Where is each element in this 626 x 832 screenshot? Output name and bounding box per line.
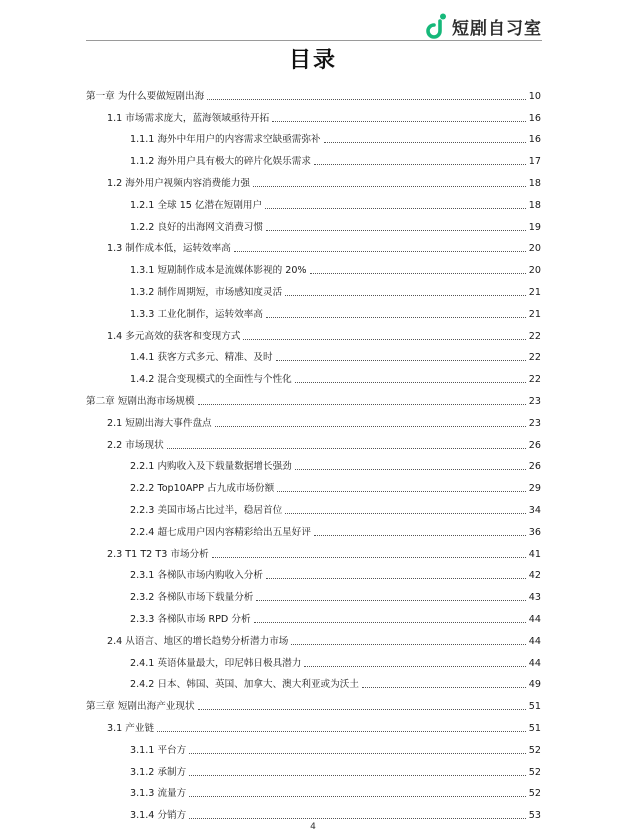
toc-entry-page: 18 (528, 177, 541, 189)
toc-entry-page: 34 (528, 504, 541, 516)
toc-dot-leader (189, 753, 526, 754)
toc-entry-title: 1.1.2 海外用户具有极大的碎片化娱乐需求 (130, 156, 311, 168)
toc-entry-title: 1.2.1 全球 15 亿潜在短剧用户 (130, 199, 263, 211)
toc-entry-title: 2.3 T1 T2 T3 市场分析 (107, 548, 209, 560)
header-divider (86, 40, 542, 41)
toc-dot-leader (266, 578, 526, 579)
toc-chapter-entry[interactable] (86, 82, 541, 104)
toc-dot-leader (198, 709, 526, 710)
toc-entry-title: 1.2 海外用户视频内容消费能力强 (107, 177, 251, 189)
toc-section-entry[interactable] (86, 431, 541, 453)
toc-dot-leader (256, 600, 525, 601)
toc-subsection-entry[interactable] (86, 344, 541, 366)
toc-entry-title: 2.4 从语言、地区的增长趋势分析潜力市场 (107, 635, 289, 647)
toc-dot-leader (157, 731, 526, 732)
toc-dot-leader (310, 273, 526, 274)
toc-entry-title: 1.3.1 短剧制作成本是流媒体影视的 20% (130, 265, 307, 277)
toc-dot-leader (167, 448, 526, 449)
toc-subsection-entry[interactable] (86, 649, 541, 671)
toc-subsection-entry[interactable] (86, 453, 541, 475)
brand-logo-icon (426, 13, 448, 39)
toc-dot-leader (189, 775, 526, 776)
toc-dot-leader (234, 251, 526, 252)
toc-entry-title: 1.4.1 获客方式多元、精准、及时 (130, 352, 273, 364)
toc-dot-leader (266, 230, 526, 231)
toc-entry-page: 22 (528, 330, 541, 342)
brand-logo (426, 13, 542, 39)
toc-entry-page: 44 (528, 657, 541, 669)
toc-entry-page: 44 (528, 635, 541, 647)
toc-subsection-entry[interactable] (86, 671, 541, 693)
toc-entry-title: 2.2.1 内购收入及下载量数据增长强劲 (130, 461, 292, 473)
brand-logo-text: 短剧自习室 (452, 18, 542, 39)
toc-entry-title: 1.4 多元高效的获客和变现方式 (107, 330, 241, 342)
toc-subsection-entry[interactable] (86, 213, 541, 235)
toc-entry-page: 41 (528, 548, 541, 560)
toc-dot-leader (265, 208, 526, 209)
toc-entry-page: 44 (528, 613, 541, 625)
toc-entry-title: 3.1 产业链 (107, 722, 155, 734)
toc-entry-title: 2.3.2 各梯队市场下载量分析 (130, 592, 254, 604)
toc-entry-title: 1.1 市场需求庞大，蓝海领域亟待开拓 (107, 112, 270, 124)
toc-section-entry[interactable] (86, 540, 541, 562)
toc-entry-title: 1.4.2 混合变现模式的全面性与个性化 (130, 374, 292, 386)
toc-subsection-entry[interactable] (86, 496, 541, 518)
toc-entry-page: 26 (528, 439, 541, 451)
toc-dot-leader (277, 491, 526, 492)
toc-entry-title: 3.1.1 平台方 (130, 744, 187, 756)
toc-dot-leader (295, 382, 526, 383)
toc-entry-page: 52 (528, 744, 541, 756)
toc-entry-page: 51 (528, 722, 541, 734)
toc-subsection-entry[interactable] (86, 758, 541, 780)
toc-entry-title: 2.4.2 日本、韩国、英国、加拿大、澳大利亚或为沃土 (130, 679, 359, 691)
toc-entry-title: 2.2.4 超七成用户因内容精彩给出五星好评 (130, 526, 311, 538)
page-number: 4 (310, 822, 316, 832)
toc-subsection-entry[interactable] (86, 256, 541, 278)
toc-section-entry[interactable] (86, 235, 541, 257)
toc-subsection-entry[interactable] (86, 736, 541, 758)
toc-dot-leader (189, 818, 526, 819)
toc-dot-leader (253, 186, 526, 187)
toc-entry-page: 53 (528, 810, 541, 822)
toc-entry-page: 26 (528, 461, 541, 473)
toc-section-entry[interactable] (86, 322, 541, 344)
toc-entry-title: 3.1.2 承制方 (130, 766, 187, 778)
toc-section-entry[interactable] (86, 104, 541, 126)
toc-entry-title: 第三章 短剧出海产业现状 (86, 701, 195, 713)
toc-dot-leader (314, 164, 526, 165)
toc-entry-page: 16 (528, 112, 541, 124)
toc-entry-page: 22 (528, 352, 541, 364)
toc-dot-leader (272, 121, 526, 122)
toc-dot-leader (314, 535, 526, 536)
toc-entry-page: 49 (528, 679, 541, 691)
toc-entry-page: 52 (528, 766, 541, 778)
toc-subsection-entry[interactable] (86, 801, 541, 823)
toc-subsection-entry[interactable] (86, 126, 541, 148)
toc-dot-leader (198, 404, 526, 405)
toc-dot-leader (212, 557, 526, 558)
toc-entry-title: 2.3.1 各梯队市场内购收入分析 (130, 570, 263, 582)
toc-subsection-entry[interactable] (86, 147, 541, 169)
toc-entry-title: 2.4.1 英语体量最大，印尼韩日极具潜力 (130, 657, 302, 669)
toc-section-entry[interactable] (86, 409, 541, 431)
toc-entry-title: 1.3.2 制作周期短，市场感知度灵活 (130, 286, 283, 298)
toc-entry-page: 23 (528, 395, 541, 407)
toc-dot-leader (254, 622, 526, 623)
toc-entry-title: 2.2 市场现状 (107, 439, 164, 451)
toc-dot-leader (276, 360, 526, 361)
toc-entry-title: 2.1 短剧出海大事件盘点 (107, 417, 212, 429)
toc-entry-title: 2.3.3 各梯队市场 RPD 分析 (130, 613, 251, 625)
toc-entry-page: 16 (528, 134, 541, 146)
toc-entry-title: 2.2.3 美国市场占比过半，稳居首位 (130, 504, 283, 516)
toc-section-entry[interactable] (86, 169, 541, 191)
toc-dot-leader (207, 99, 526, 100)
page-title: 目录 (288, 48, 337, 73)
toc-entry-page: 42 (528, 570, 541, 582)
toc-section-entry[interactable] (86, 627, 541, 649)
toc-subsection-entry[interactable] (86, 562, 541, 584)
toc-entry-page: 20 (528, 265, 541, 277)
toc-subsection-entry[interactable] (86, 365, 541, 387)
toc-dot-leader (189, 796, 526, 797)
toc-entry-title: 1.1.1 海外中年用户的内容需求空缺亟需弥补 (130, 134, 321, 146)
toc-subsection-entry[interactable] (86, 278, 541, 300)
toc-entry-page: 18 (528, 199, 541, 211)
toc-entry-page: 29 (528, 483, 541, 495)
toc-subsection-entry[interactable] (86, 518, 541, 540)
toc-entry-page: 36 (528, 526, 541, 538)
toc-entry-page: 17 (528, 156, 541, 168)
toc-subsection-entry[interactable] (86, 583, 541, 605)
toc-subsection-entry[interactable] (86, 605, 541, 627)
toc-entry-title: 1.3.3 工业化制作，运转效率高 (130, 308, 263, 320)
toc-entry-page: 20 (528, 243, 541, 255)
toc-dot-leader (285, 295, 526, 296)
toc-dot-leader (295, 469, 526, 470)
toc-entry-page: 10 (528, 90, 541, 102)
toc-subsection-entry[interactable] (86, 191, 541, 213)
toc-entry-title: 1.2.2 良好的出海网文消费习惯 (130, 221, 263, 233)
toc-section-entry[interactable] (86, 714, 541, 736)
toc-entry-page: 43 (528, 592, 541, 604)
toc-subsection-entry[interactable] (86, 780, 541, 802)
toc-dot-leader (266, 317, 526, 318)
toc-dot-leader (362, 687, 526, 688)
toc-dot-leader (324, 142, 526, 143)
toc-chapter-entry[interactable] (86, 387, 541, 409)
toc-entry-page: 21 (528, 308, 541, 320)
toc-subsection-entry[interactable] (86, 300, 541, 322)
toc-dot-leader (243, 339, 525, 340)
toc-entry-page: 23 (528, 417, 541, 429)
toc-subsection-entry[interactable] (86, 474, 541, 496)
toc-entry-page: 21 (528, 286, 541, 298)
table-of-contents (86, 82, 541, 823)
toc-entry-title: 第一章 为什么要做短剧出海 (86, 90, 205, 102)
toc-dot-leader (285, 513, 526, 514)
toc-entry-page: 22 (528, 374, 541, 386)
toc-dot-leader (304, 666, 525, 667)
toc-entry-title: 3.1.3 流量方 (130, 788, 187, 800)
toc-chapter-entry[interactable] (86, 692, 541, 714)
toc-dot-leader (291, 644, 525, 645)
toc-entry-page: 19 (528, 221, 541, 233)
toc-entry-page: 51 (528, 701, 541, 713)
toc-entry-title: 3.1.4 分销方 (130, 810, 187, 822)
toc-entry-title: 第二章 短剧出海市场规模 (86, 395, 195, 407)
toc-entry-title: 1.3 制作成本低，运转效率高 (107, 243, 231, 255)
toc-dot-leader (215, 426, 526, 427)
toc-entry-title: 2.2.2 Top10APP 占九成市场份额 (130, 483, 275, 495)
toc-entry-page: 52 (528, 788, 541, 800)
